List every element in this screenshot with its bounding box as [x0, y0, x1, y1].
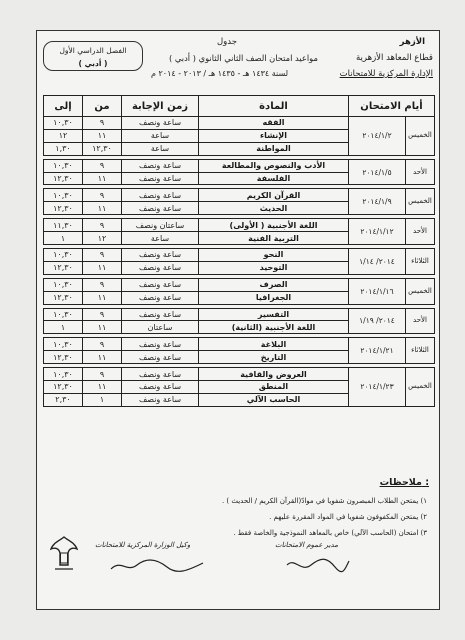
cell-subject: الأدب والنصوص والمطالعة — [199, 159, 349, 172]
cell-day: الخميس — [406, 368, 435, 407]
cell-to: ١ — [44, 232, 83, 245]
col-to: إلى — [44, 96, 83, 117]
cell-day: الخميس — [406, 117, 435, 156]
cell-to: ١٠,٣٠ — [44, 338, 83, 351]
table-row — [44, 159, 435, 172]
cell-to: ١,٣٠ — [44, 142, 83, 155]
cell-subject: المواطنة — [199, 142, 349, 155]
cell-day: الخميس — [406, 189, 435, 215]
signature-right-scribble — [283, 555, 353, 575]
cell-time: ساعة ونصف — [122, 338, 199, 351]
cell-to: ١٠,٣٠ — [44, 308, 83, 321]
cell-to: ٢,٣٠ — [44, 393, 83, 406]
cell-subject: النحو — [199, 249, 349, 262]
cell-time: ساعة ونصف — [122, 172, 199, 185]
cell-from: ٩ — [83, 308, 122, 321]
cell-subject: اللغة الأجنبية ( الأولى) — [199, 219, 349, 232]
cell-date: ٢٠١٤/١/٢٣ — [349, 368, 406, 407]
cell-to: ١٠,٣٠ — [44, 249, 83, 262]
cell-subject: العروض والقافية — [199, 368, 349, 381]
cell-from: ٩ — [83, 117, 122, 130]
table-row — [44, 308, 435, 321]
cell-time: ساعة ونصف — [122, 291, 199, 304]
document-header — [37, 31, 439, 93]
cell-subject: البلاغة — [199, 338, 349, 351]
cell-from: ١١ — [83, 261, 122, 274]
cell-from: ١١ — [83, 202, 122, 215]
notes-title: ملاحظات : — [379, 477, 429, 488]
semester-branch: ( أدبي ) — [78, 59, 108, 68]
cell-date: ٢٠١٤/١/١٢ — [349, 219, 406, 245]
cell-time: ساعتان — [122, 321, 199, 334]
cell-to: ١٢,٣٠ — [44, 351, 83, 364]
cell-to: ١٠,٣٠ — [44, 278, 83, 291]
cell-time: ساعة ونصف — [122, 202, 199, 215]
schedule-body — [44, 117, 435, 407]
signature-left-title: وكيل الوزارة المركزية للامتحانات — [95, 541, 191, 549]
cell-from: ٩ — [83, 159, 122, 172]
cell-subject: التوحيد — [199, 261, 349, 274]
signature-right-title: مدير عموم الامتحانات — [275, 541, 338, 549]
org-name: الأزهر — [399, 37, 425, 47]
cell-time: ساعة ونصف — [122, 381, 199, 394]
cell-day: الثلاثاء — [406, 249, 435, 275]
org-department: الإدارة المركزية للامتحانات — [339, 69, 433, 79]
cell-subject: اللغة الأجنبية (الثانية) — [199, 321, 349, 334]
cell-to: ١٢,٣٠ — [44, 291, 83, 304]
cell-subject: الإنشاء — [199, 129, 349, 142]
cell-date: ٢٠١٤/ ١/١٤ — [349, 249, 406, 275]
semester-label: الفصل الدراسي الأول — [59, 46, 127, 55]
col-subject: المادة — [199, 96, 349, 117]
cell-to: ١٢,٣٠ — [44, 381, 83, 394]
table-row — [44, 219, 435, 232]
semester-box — [43, 41, 143, 71]
table-row — [44, 189, 435, 202]
note-item: ٢) يمتحن المكفوفون شفويا في المواد المقررة عليهم . — [269, 513, 427, 521]
cell-time: ساعة ونصف — [122, 308, 199, 321]
cell-from: ١١ — [83, 172, 122, 185]
cell-from: ١١ — [83, 321, 122, 334]
cell-date: ٢٠١٤/١/٥ — [349, 159, 406, 185]
cell-time: ساعة ونصف — [122, 249, 199, 262]
table-row — [44, 368, 435, 381]
cell-subject: التفسير — [199, 308, 349, 321]
table-row — [44, 338, 435, 351]
cell-to: ١٢ — [44, 129, 83, 142]
col-from: من — [83, 96, 122, 117]
cell-to: ١٠,٣٠ — [44, 189, 83, 202]
cell-time: ساعتان ونصف — [122, 219, 199, 232]
cell-from: ١١ — [83, 381, 122, 394]
cell-time: ساعة ونصف — [122, 368, 199, 381]
cell-from: ٩ — [83, 219, 122, 232]
cell-from: ١٢ — [83, 232, 122, 245]
cell-subject: الفلسفة — [199, 172, 349, 185]
cell-from: ١١ — [83, 291, 122, 304]
table-row — [44, 117, 435, 130]
doc-title: جدول — [217, 37, 237, 47]
cell-day: الأحد — [406, 159, 435, 185]
cell-time: ساعة — [122, 232, 199, 245]
table-row — [44, 249, 435, 262]
table-header-row — [44, 96, 435, 117]
exam-schedule-table — [43, 95, 435, 407]
table-row — [44, 278, 435, 291]
cell-subject: المنطق — [199, 381, 349, 394]
cell-to: ١٢,٣٠ — [44, 202, 83, 215]
doc-subtitle: مواعيد امتحان الصف الثاني الثانوي ( أدبي ) — [169, 53, 318, 63]
cell-from: ٩ — [83, 368, 122, 381]
note-item: ٣) امتحان (الحاسب الآلي) خاص بالمعاهد النموذجية والخاصة فقط . — [233, 529, 427, 537]
note-item: ١) يمتحن الطلاب المبصرون شفويا في موادّ(القرآن الكريم / الحديث ) . — [221, 497, 427, 505]
cell-subject: التربية الفنية — [199, 232, 349, 245]
cell-day: الأحد — [406, 219, 435, 245]
cell-subject: الفقه — [199, 117, 349, 130]
cell-from: ٩ — [83, 338, 122, 351]
cell-day: الأحد — [406, 308, 435, 334]
cell-date: ٢٠١٤/١/٢ — [349, 117, 406, 156]
cell-subject: الصرف — [199, 278, 349, 291]
cell-time: ساعة ونصف — [122, 393, 199, 406]
cell-time: ساعة ونصف — [122, 351, 199, 364]
cell-date: ٢٠١٤/١/١٦ — [349, 278, 406, 304]
cell-from: ١١ — [83, 129, 122, 142]
cell-date: ٢٠١٤/١/٢١ — [349, 338, 406, 364]
cell-to: ١٠,٣٠ — [44, 117, 83, 130]
cell-to: ١١,٣٠ — [44, 219, 83, 232]
cell-subject: القرآن الكريم — [199, 189, 349, 202]
cell-subject: الحاسب الآلي — [199, 393, 349, 406]
cell-to: ١ — [44, 321, 83, 334]
cell-time: ساعة ونصف — [122, 117, 199, 130]
org-sector: قطاع المعاهد الأزهرية — [355, 53, 433, 63]
cell-date: ٢٠١٤/١/٩ — [349, 189, 406, 215]
cell-subject: التاريخ — [199, 351, 349, 364]
eagle-seal-icon — [47, 531, 81, 575]
cell-from: ١١ — [83, 351, 122, 364]
schedule-sheet — [36, 30, 440, 610]
doc-year: لسنة ١٤٣٤ هـ - ١٤٣٥ هـ / ٢٠١٣ - ٢٠١٤ م — [151, 69, 289, 78]
cell-time: ساعة ونصف — [122, 278, 199, 291]
cell-time: ساعة — [122, 129, 199, 142]
cell-to: ١٠,٣٠ — [44, 368, 83, 381]
cell-time: ساعة ونصف — [122, 261, 199, 274]
cell-day: الخميس — [406, 278, 435, 304]
cell-to: ١٠,٣٠ — [44, 159, 83, 172]
cell-time: ساعة — [122, 142, 199, 155]
cell-subject: الجغرافيا — [199, 291, 349, 304]
cell-time: ساعة ونصف — [122, 159, 199, 172]
cell-day: الثلاثاء — [406, 338, 435, 364]
cell-date: ٢٠١٤/ ١/١٩ — [349, 308, 406, 334]
col-days: أيام الامتحان — [349, 96, 435, 117]
cell-to: ١٢,٣٠ — [44, 172, 83, 185]
cell-time: ساعة ونصف — [122, 189, 199, 202]
col-time: زمن الإجابة — [122, 96, 199, 117]
cell-from: ٩ — [83, 189, 122, 202]
cell-to: ١٢,٣٠ — [44, 261, 83, 274]
cell-from: ٩ — [83, 249, 122, 262]
signature-left-scribble — [107, 555, 207, 575]
cell-from: ٩ — [83, 278, 122, 291]
cell-from: ١ — [83, 393, 122, 406]
cell-subject: الحديث — [199, 202, 349, 215]
cell-from: ١٢,٣٠ — [83, 142, 122, 155]
